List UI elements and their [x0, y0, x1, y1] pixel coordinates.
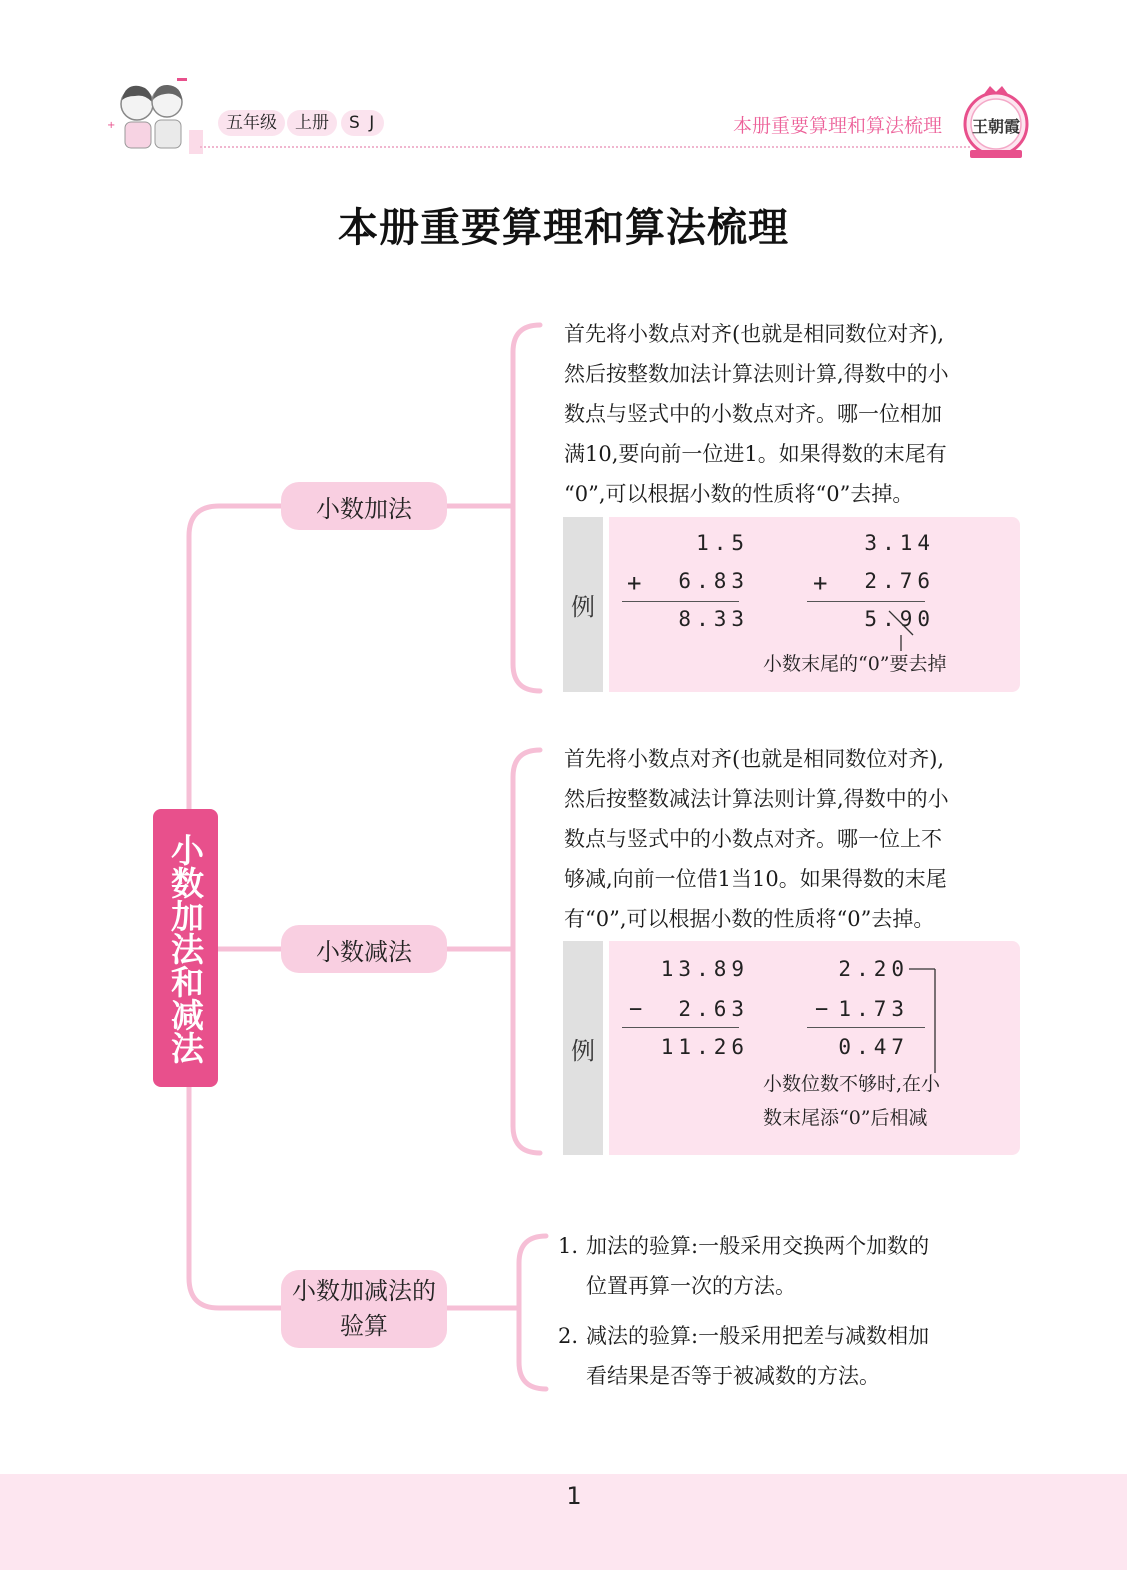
text-line: 有“0”,可以根据小数的性质将“0”去掉。 — [564, 907, 935, 931]
result: 11.26 — [660, 1035, 749, 1059]
operator: + — [813, 569, 833, 597]
root-label: 小数加法和减法 — [166, 832, 205, 1064]
operand-a: 1.5 — [696, 531, 749, 555]
operand-b: 6.83 — [678, 569, 749, 593]
text-line: 够减,向前一位借1当10。如果得数的末尾 — [564, 867, 947, 891]
subtraction-rule-text — [564, 739, 1022, 939]
text-line: “0”,可以根据小数的性质将“0”去掉。 — [564, 482, 914, 506]
example-tab — [563, 517, 603, 692]
text-line: 满10,要向前一位进1。如果得数的末尾有 — [564, 442, 947, 466]
subtraction-example — [609, 941, 1020, 1155]
example-tab — [563, 941, 603, 1155]
example-label: 例 — [571, 1036, 595, 1065]
operator: + — [627, 569, 647, 597]
checking-list — [558, 1226, 1028, 1406]
result: 8.33 — [678, 607, 749, 631]
annotation-bracket — [907, 961, 943, 1081]
operand-b: 2.76 — [864, 569, 935, 593]
operand-b: 1.73 — [838, 997, 909, 1021]
branch-checking — [281, 1270, 447, 1348]
grade-tag: 五年级 — [218, 110, 285, 136]
result: 5.90 — [864, 607, 935, 631]
volume-tag: 上册 — [287, 110, 337, 136]
text-line: 数点与竖式中的小数点对齐。哪一位相加 — [564, 402, 942, 426]
branch-decimal-subtraction — [281, 925, 447, 973]
addition-example — [609, 517, 1020, 692]
text-line: 位置再算一次的方法。 — [586, 1274, 796, 1298]
operand-b: 2.63 — [678, 997, 749, 1021]
page-number: 1 — [566, 1482, 582, 1510]
list-item-number: 1. — [558, 1234, 579, 1258]
operand-a: 13.89 — [660, 957, 749, 981]
logo-text: 王朝霞 — [971, 117, 1020, 136]
branch-label-line: 验算 — [340, 1312, 388, 1340]
text-line: 看结果是否等于被减数的方法。 — [586, 1364, 880, 1388]
difference-line — [622, 1027, 739, 1028]
branch-label: 小数减法 — [316, 937, 412, 966]
operand-a: 3.14 — [864, 531, 935, 555]
text-line: 首先将小数点对齐(也就是相同数位对齐), — [564, 322, 945, 346]
branch-label-line: 小数加减法的 — [292, 1277, 436, 1305]
addition-rule-text — [564, 314, 1022, 514]
text-line: 加法的验算:一般采用交换两个加数的 — [586, 1234, 930, 1258]
text-line: 首先将小数点对齐(也就是相同数位对齐), — [564, 747, 945, 771]
list-item — [558, 1226, 1028, 1306]
list-item-number: 2. — [558, 1324, 579, 1348]
branch-decimal-addition — [281, 482, 447, 530]
text-line: 然后按整数加法计算法则计算,得数中的小 — [564, 362, 949, 386]
example-note-line: 数末尾添“0”后相减 — [763, 1107, 928, 1129]
strike-mark — [879, 601, 919, 653]
list-item — [558, 1316, 1028, 1396]
branch-label: 小数加法 — [316, 494, 412, 523]
operand-a: 2.20 — [838, 957, 909, 981]
example-label: 例 — [571, 593, 595, 621]
section-title: 本册重要算理和算法梳理 — [732, 115, 942, 137]
root-node — [153, 809, 218, 1087]
text-line: 然后按整数减法计算法则计算,得数中的小 — [564, 787, 949, 811]
sum-line — [622, 601, 739, 602]
svg-text:+: + — [107, 120, 116, 131]
page-title: 本册重要算理和算法梳理 — [338, 205, 789, 251]
operator: − — [629, 997, 648, 1022]
example-note: 小数末尾的“0”要去掉 — [763, 653, 947, 675]
text-line: 数点与竖式中的小数点对齐。哪一位上不 — [564, 827, 942, 851]
edition-tag: S J — [341, 110, 384, 136]
text-line: 减法的验算:一般采用把差与减数相加 — [586, 1324, 930, 1348]
example-note-line: 小数位数不够时,在小 — [763, 1073, 941, 1095]
operator: − — [815, 997, 834, 1022]
result: 0.47 — [838, 1035, 909, 1059]
